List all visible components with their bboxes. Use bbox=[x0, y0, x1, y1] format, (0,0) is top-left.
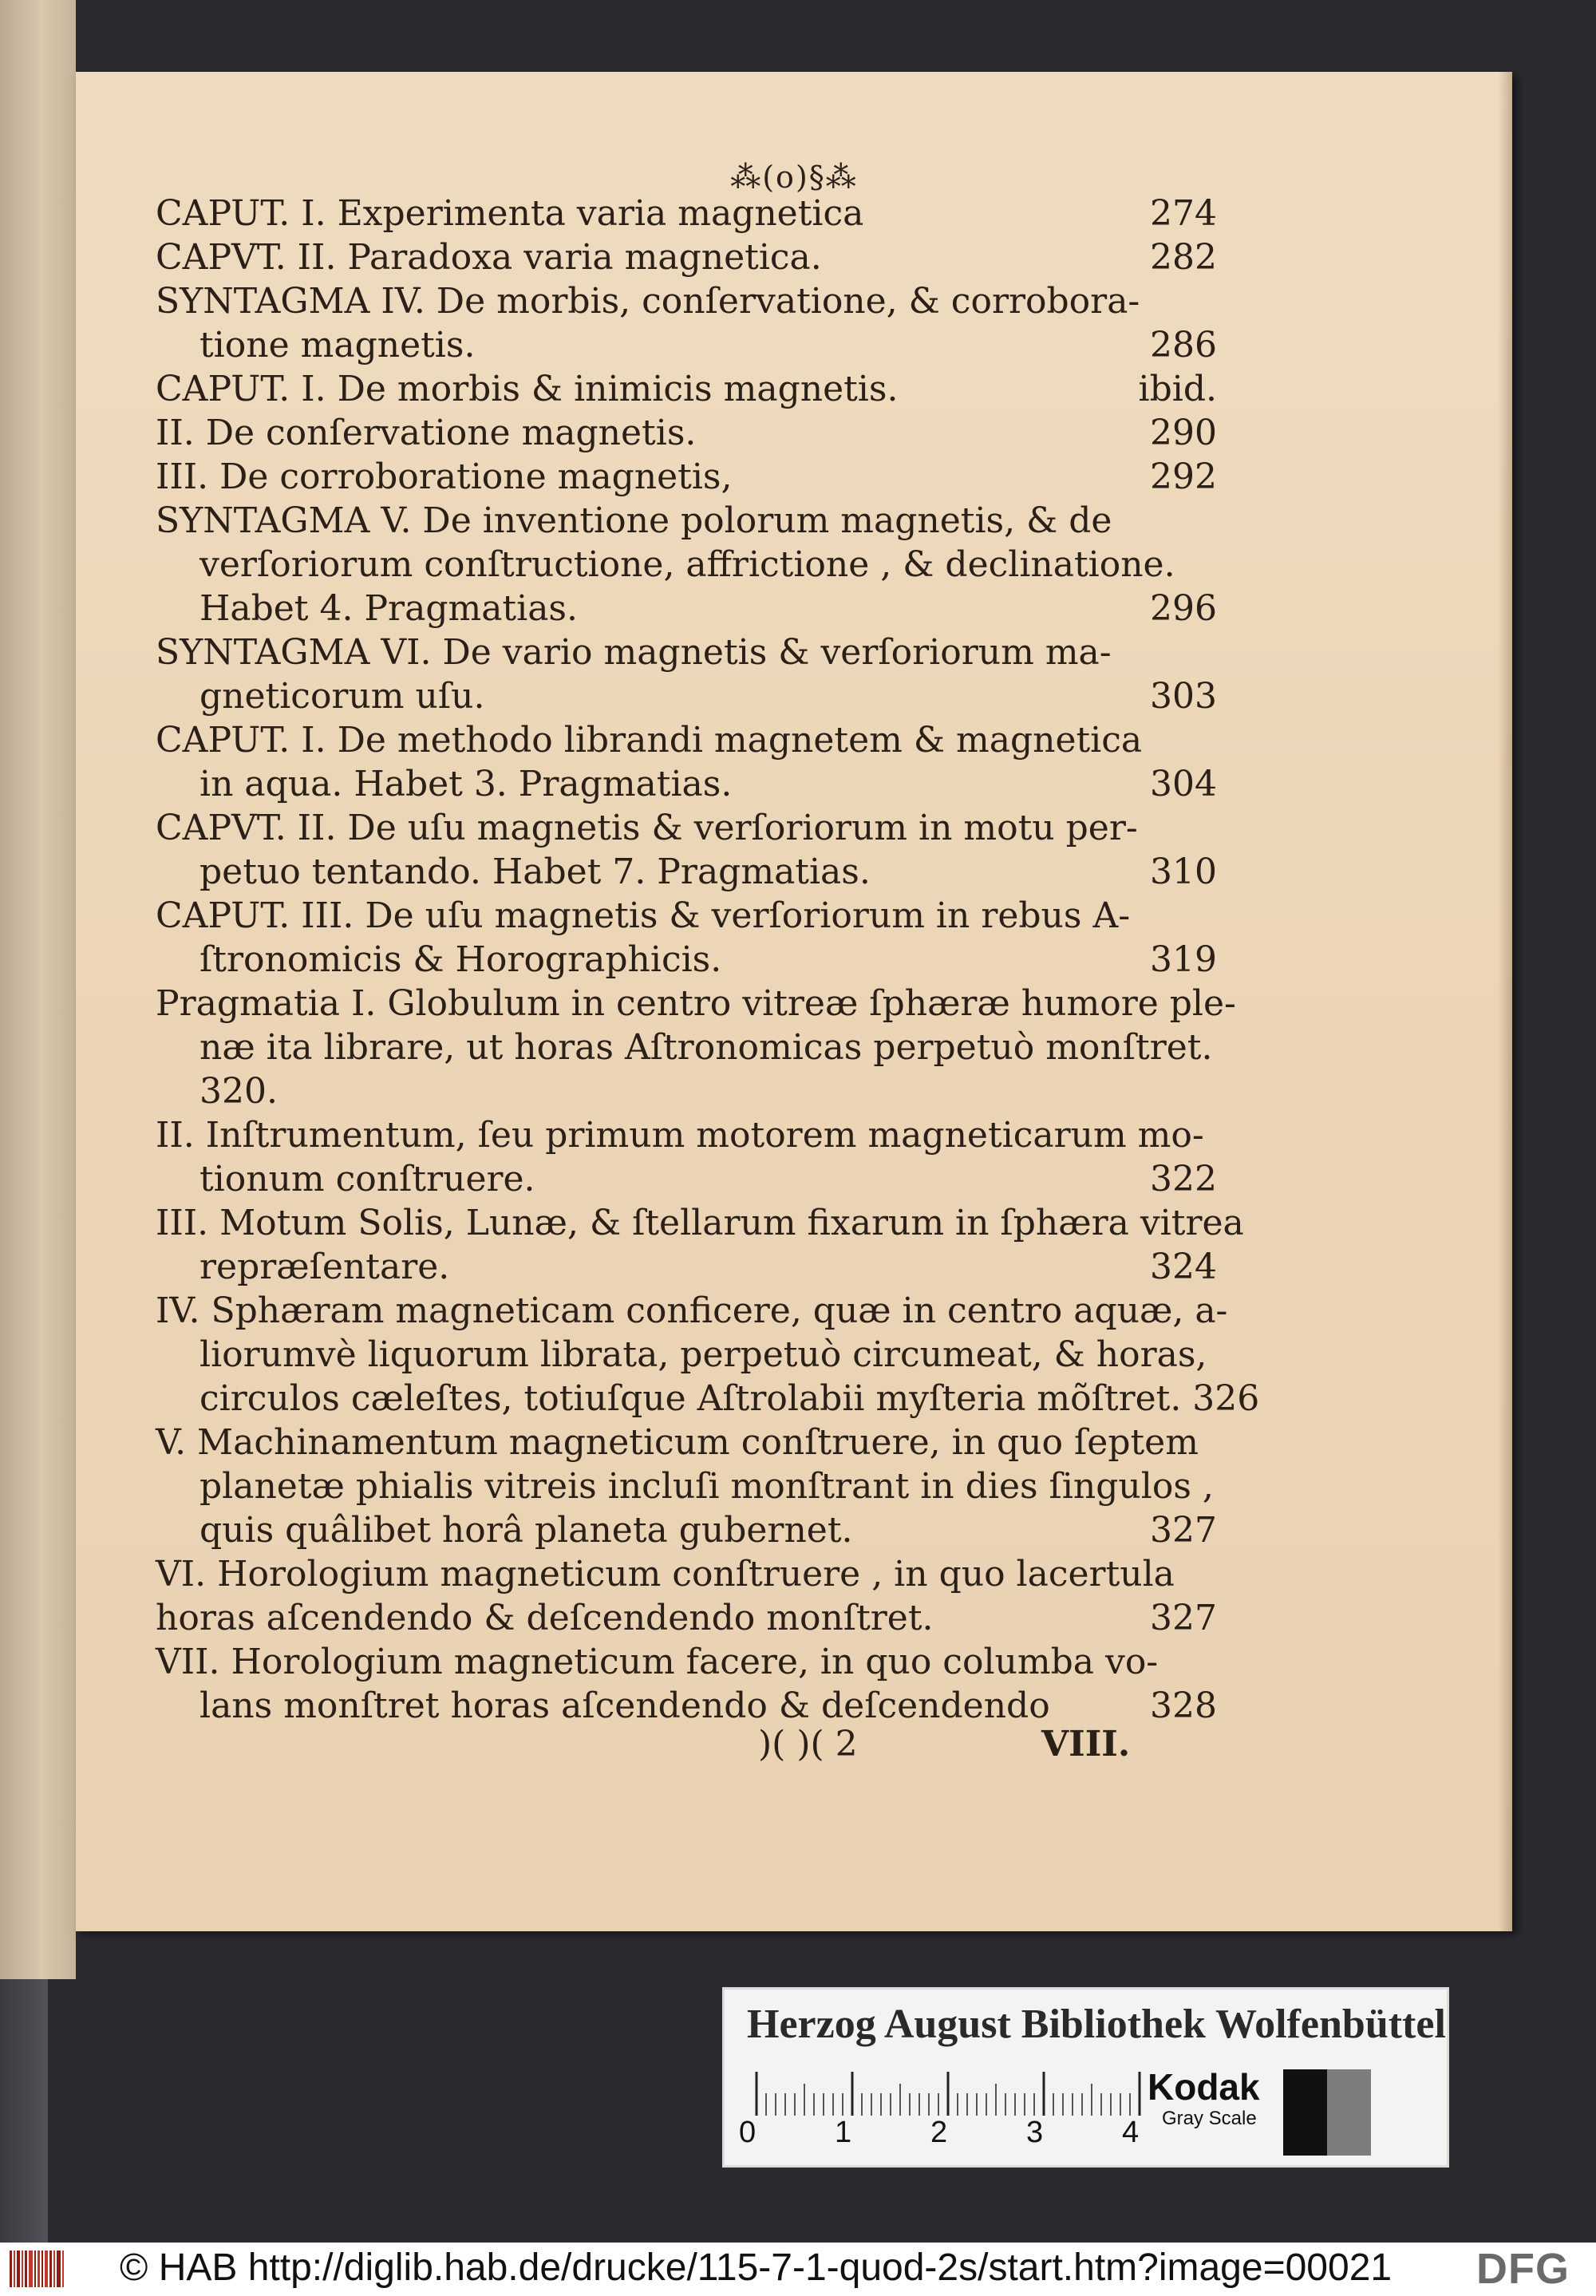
toc-entry-text: CAPVT. II. Paradoxa varia magnetica. bbox=[156, 237, 822, 278]
toc-page-number: 328 bbox=[1150, 1685, 1217, 1726]
barcode-bar bbox=[22, 2251, 23, 2287]
toc-entry-text: Pragmatia I. Globulum in centro vitreæ ſphæræ humore ple- bbox=[156, 983, 1236, 1024]
barcode-bar bbox=[53, 2251, 55, 2287]
black-swatch bbox=[1283, 2069, 1327, 2156]
toc-line bbox=[156, 1245, 1217, 1289]
toc-page-number: 292 bbox=[1150, 456, 1217, 497]
white-swatch bbox=[1371, 2069, 1423, 2156]
toc-page-number: 327 bbox=[1150, 1598, 1217, 1638]
barcode-bar bbox=[10, 2251, 12, 2287]
toc-line bbox=[156, 1113, 1217, 1157]
toc-line bbox=[156, 1596, 1217, 1640]
toc-line bbox=[156, 1377, 1260, 1421]
barcode-bar bbox=[29, 2251, 33, 2287]
toc-line bbox=[156, 674, 1217, 718]
toc-line bbox=[156, 1508, 1217, 1552]
toc-line bbox=[156, 411, 1217, 455]
book-spine-edge bbox=[0, 0, 76, 1979]
toc-entry-text: repræſentare. bbox=[200, 1247, 450, 1287]
toc-entry-text: VII. Horologium magneticum facere, in quo columba vo- bbox=[156, 1642, 1159, 1682]
toc-page-number: 274 bbox=[1150, 193, 1217, 234]
toc-line bbox=[156, 235, 1217, 279]
barcode-bar bbox=[62, 2251, 64, 2287]
gray-swatches bbox=[1283, 2069, 1423, 2156]
toc-entry-text: II. Inſtrumentum, ſeu primum motorem magneticarum mo- bbox=[156, 1115, 1204, 1156]
toc-entry-text: CAPUT. I. De methodo librandi magnetem & magnetica bbox=[156, 720, 1143, 761]
toc-entry-text: CAPVT. II. De uſu magnetis & verſoriorum in motu per- bbox=[156, 808, 1138, 848]
toc-page-number: 290 bbox=[1150, 413, 1217, 453]
library-title: Herzog August Bibliothek Wolfenbüttel bbox=[747, 2002, 1446, 2047]
toc-page-number: ibid. bbox=[1138, 369, 1217, 409]
footer-bar bbox=[0, 2243, 1596, 2296]
toc-line bbox=[156, 587, 1217, 630]
toc-entry-text: liorumvè liquorum librata, perpetuò circumeat, & horas, bbox=[200, 1334, 1207, 1375]
background-edge bbox=[0, 1979, 48, 2243]
toc-page-number: 324 bbox=[1150, 1247, 1217, 1287]
toc-line bbox=[156, 850, 1217, 894]
toc-entry-text: IV. Sphæram magneticam conficere, quæ in centro aquæ, a- bbox=[156, 1290, 1228, 1331]
toc-line bbox=[156, 982, 1236, 1025]
toc-entry-text: 320. bbox=[200, 1071, 278, 1112]
barcode-bar bbox=[17, 2251, 20, 2287]
barcode-bar bbox=[49, 2251, 52, 2287]
toc-entry-text: næ ita librare, ut horas Aſtronomicas perpetuò monſtret. bbox=[200, 1027, 1213, 1068]
toc-entry-text: SYNTAGMA IV. De morbis, conſervatione, & corrobora- bbox=[156, 281, 1140, 322]
toc-page-number: 322 bbox=[1150, 1159, 1217, 1199]
barcode-bar bbox=[25, 2251, 27, 2287]
toc-page-number: 327 bbox=[1150, 1510, 1217, 1551]
copyright-link[interactable]: © HAB http://diglib.hab.de/drucke/115-7-1-quod-2s/start.htm?image=00021 bbox=[120, 2247, 1393, 2289]
toc-entry-text: VI. Horologium magneticum conſtruere , in quo lacertula bbox=[156, 1554, 1175, 1595]
toc-entry-text: CAPUT. I. De morbis & inimicis magnetis. bbox=[156, 369, 899, 409]
signature-mark: )( )( 2 bbox=[758, 1724, 858, 1764]
barcode-bar bbox=[38, 2251, 40, 2287]
dfg-logo: DFG bbox=[1476, 2245, 1570, 2293]
toc-entry-text: CAPUT. III. De uſu magnetis & verſoriorum in rebus A- bbox=[156, 895, 1131, 936]
toc-line bbox=[156, 1421, 1217, 1464]
toc-line bbox=[156, 1025, 1217, 1069]
toc-line bbox=[156, 499, 1217, 543]
toc-entry-text: circulos cæleſtes, totiuſque Aſtrolabii myſteria mõſtret. 326 bbox=[200, 1378, 1260, 1419]
toc-line bbox=[156, 806, 1217, 850]
ruler-number: 2 bbox=[930, 2116, 948, 2149]
gray-scale-label: Gray Scale bbox=[1162, 2108, 1257, 2129]
barcode-bar bbox=[14, 2251, 15, 2287]
header-ornament: ⁂(o)§⁂ bbox=[730, 160, 858, 195]
toc-entry-text: SYNTAGMA VI. De vario magnetis & verſoriorum ma- bbox=[156, 632, 1112, 673]
toc-page-number: 296 bbox=[1150, 588, 1217, 629]
toc-entry-text: Habet 4. Pragmatias. bbox=[200, 588, 578, 629]
toc-line bbox=[156, 1201, 1244, 1245]
toc-entry-text: planetæ phialis vitreis incluſi monſtrant in dies ſingulos , bbox=[200, 1466, 1214, 1507]
toc-line bbox=[156, 1333, 1217, 1377]
toc-line bbox=[156, 762, 1217, 806]
ruler-number: 3 bbox=[1026, 2116, 1044, 2149]
toc-page-number: 310 bbox=[1150, 852, 1217, 892]
toc-line bbox=[156, 279, 1217, 323]
toc-page-number: 286 bbox=[1150, 325, 1217, 366]
toc-line bbox=[156, 938, 1217, 982]
gray-swatch bbox=[1327, 2069, 1371, 2156]
toc-entry-text: CAPUT. I. Experimenta varia magnetica bbox=[156, 193, 864, 234]
toc-entry-text: petuo tentando. Habet 7. Pragmatias. bbox=[200, 852, 871, 892]
toc-entry-text: tionum conſtruere. bbox=[200, 1159, 535, 1199]
toc-line bbox=[156, 543, 1217, 587]
toc-entry-text: III. Motum Solis, Lunæ, & ſtellarum fixarum in ſphæra vitrea bbox=[156, 1203, 1244, 1243]
ruler-icon bbox=[749, 2068, 1148, 2116]
toc-entry-text: SYNTAGMA V. De inventione polorum magnetis, & de bbox=[156, 500, 1112, 541]
barcode-bar bbox=[41, 2251, 43, 2287]
toc-line bbox=[156, 323, 1217, 367]
toc-page-number: 319 bbox=[1150, 939, 1217, 980]
toc-entry-text: verſoriorum conſtructione, affrictione , & declinatione. bbox=[200, 544, 1175, 585]
ruler-number: 0 bbox=[739, 2116, 757, 2149]
toc-entry-text: quis quâlibet horâ planeta gubernet. bbox=[200, 1510, 853, 1551]
toc-line bbox=[156, 1289, 1228, 1333]
toc-line bbox=[156, 1157, 1217, 1201]
toc-line bbox=[156, 367, 1217, 411]
barcode-bar bbox=[34, 2251, 36, 2287]
toc-page-number: 282 bbox=[1150, 237, 1217, 278]
toc-entry-text: tione magnetis. bbox=[200, 325, 476, 366]
barcode-bar bbox=[57, 2251, 61, 2287]
toc-entry-text: horas aſcendendo & deſcendendo monſtret. bbox=[156, 1598, 934, 1638]
toc-entry-text: V. Machinamentum magneticum conſtruere, in quo ſeptem bbox=[156, 1422, 1199, 1463]
catchword: VIII. bbox=[1041, 1724, 1131, 1764]
toc-entry-text: gneticorum uſu. bbox=[200, 676, 485, 717]
toc-line bbox=[156, 718, 1217, 762]
toc-line bbox=[156, 894, 1217, 938]
ruler-numbers bbox=[739, 2116, 1154, 2156]
toc-page-number: 304 bbox=[1150, 764, 1217, 804]
book-page bbox=[76, 72, 1512, 1931]
toc-entry-text: II. De conſervatione magnetis. bbox=[156, 413, 697, 453]
toc-line bbox=[156, 1069, 1217, 1113]
ruler-number: 4 bbox=[1122, 2116, 1140, 2149]
toc-entry-text: III. De corroboratione magnetis, bbox=[156, 456, 733, 497]
toc-line bbox=[156, 1684, 1217, 1728]
ruler-number: 1 bbox=[835, 2116, 852, 2149]
toc-line bbox=[156, 1464, 1217, 1508]
toc-line bbox=[156, 630, 1217, 674]
kodak-logo: Kodak bbox=[1148, 2066, 1260, 2108]
toc-entry-text: in aqua. Habet 3. Pragmatias. bbox=[200, 764, 733, 804]
toc-line bbox=[156, 1640, 1217, 1684]
toc-page-number: 303 bbox=[1150, 676, 1217, 717]
barcode-bar bbox=[45, 2251, 48, 2287]
color-calibration-card bbox=[722, 1987, 1449, 2168]
table-of-contents bbox=[156, 192, 1260, 1728]
toc-line bbox=[156, 455, 1217, 499]
toc-line bbox=[156, 192, 1217, 235]
toc-line bbox=[156, 1552, 1217, 1596]
barcode-icon bbox=[8, 2249, 65, 2289]
toc-entry-text: ſtronomicis & Horographicis. bbox=[200, 939, 722, 980]
toc-entry-text: lans monſtret horas aſcendendo & deſcendendo bbox=[200, 1685, 1050, 1726]
